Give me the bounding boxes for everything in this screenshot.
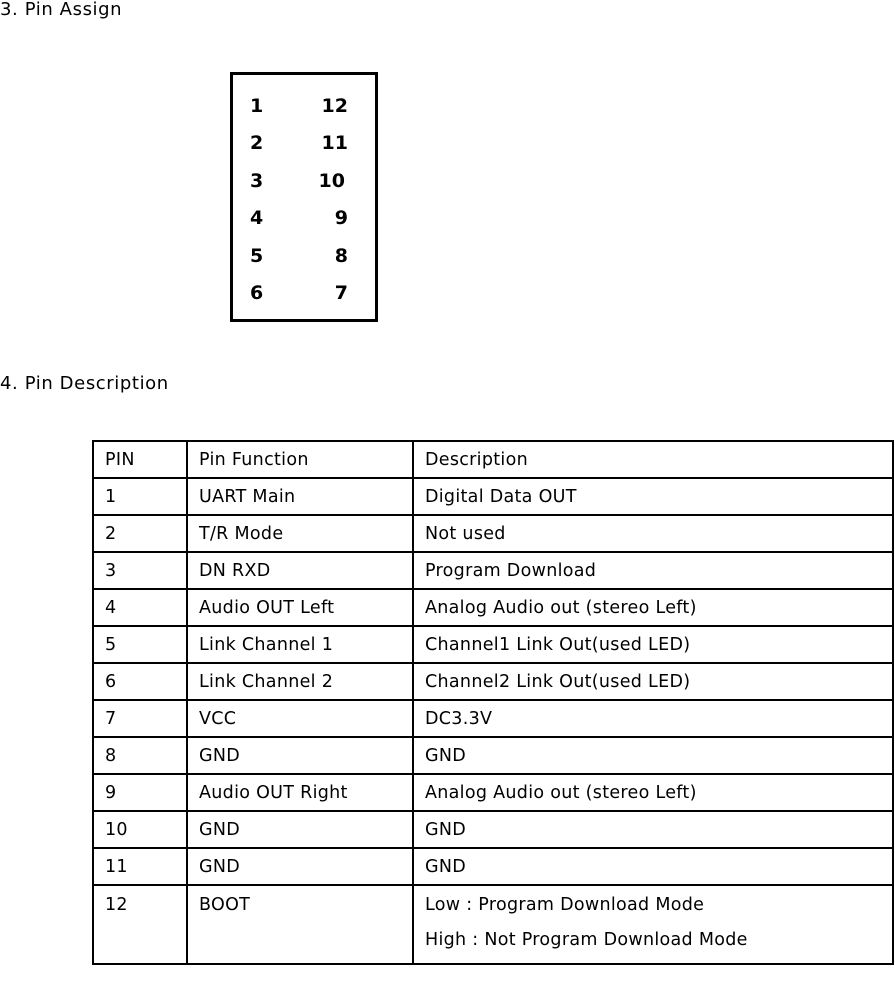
cell-function: UART Main (187, 478, 413, 515)
table-row (93, 552, 893, 589)
connector-row (233, 94, 375, 118)
cell-description: Channel1 Link Out(used LED) (413, 626, 893, 663)
cell-pin: 7 (93, 700, 187, 737)
pin-number-left: 5 (250, 245, 264, 267)
pin-number-left: 6 (250, 282, 264, 304)
pin-number-right: 9 (334, 207, 348, 229)
table-row (93, 626, 893, 663)
table-row (93, 774, 893, 811)
pin-number-left: 4 (250, 207, 264, 229)
pin-number-right: 7 (334, 282, 348, 304)
cell-description: Analog Audio out (stereo Left) (413, 774, 893, 811)
pin-number-right: 11 (321, 132, 348, 154)
connector-row (233, 206, 375, 230)
cell-function: Audio OUT Right (187, 774, 413, 811)
cell-function: Link Channel 2 (187, 663, 413, 700)
cell-function: GND (187, 848, 413, 885)
cell-pin: 5 (93, 626, 187, 663)
pin-description-heading: 4. Pin Description (0, 373, 169, 394)
table-row (93, 848, 893, 885)
table-row (93, 700, 893, 737)
pin-number-left: 3 (250, 170, 264, 192)
table-row (93, 663, 893, 700)
cell-pin: 1 (93, 478, 187, 515)
cell-description: Program Download (413, 552, 893, 589)
cell-description: Not used (413, 515, 893, 552)
cell-pin: 11 (93, 848, 187, 885)
pin-number-right: 12 (321, 95, 348, 117)
cell-pin-text: 12 (105, 895, 128, 915)
cell-pin: 4 (93, 589, 187, 626)
pin-number-left: 2 (250, 132, 264, 154)
table-row (93, 885, 893, 964)
connector-pin-diagram (230, 72, 378, 322)
pin-number-right: 8 (334, 245, 348, 267)
cell-function: Link Channel 1 (187, 626, 413, 663)
cell-description: GND (413, 848, 893, 885)
cell-description: DC3.3V (413, 700, 893, 737)
pin-number-left: 1 (250, 95, 264, 117)
description-line-high: High : Not Program Download Mode (425, 930, 748, 950)
table-row (93, 737, 893, 774)
connector-row (233, 281, 375, 305)
cell-description: Digital Data OUT (413, 478, 893, 515)
cell-pin: 10 (93, 811, 187, 848)
cell-description: GND (413, 811, 893, 848)
header-description: Description (413, 441, 893, 478)
header-pin: PIN (93, 441, 187, 478)
cell-function: GND (187, 811, 413, 848)
cell-function: VCC (187, 700, 413, 737)
description-line-low: Low : Program Download Mode (425, 895, 705, 915)
connector-row (233, 244, 375, 268)
table-row (93, 515, 893, 552)
cell-description: GND (413, 737, 893, 774)
table-row (93, 589, 893, 626)
cell-pin: 2 (93, 515, 187, 552)
cell-pin: 8 (93, 737, 187, 774)
pin-number-right: 10 (318, 170, 345, 192)
connector-row (233, 169, 375, 193)
cell-description: Channel2 Link Out(used LED) (413, 663, 893, 700)
pin-description-table (92, 440, 894, 965)
cell-function: T/R Mode (187, 515, 413, 552)
cell-function (187, 885, 413, 964)
table-row (93, 478, 893, 515)
cell-function: Audio OUT Left (187, 589, 413, 626)
cell-pin (93, 885, 187, 964)
table-row (93, 811, 893, 848)
cell-function: DN RXD (187, 552, 413, 589)
table-header-row (93, 441, 893, 478)
cell-description (413, 885, 893, 964)
pin-assign-heading: 3. Pin Assign (0, 0, 123, 20)
cell-pin: 3 (93, 552, 187, 589)
cell-pin: 9 (93, 774, 187, 811)
cell-function-text: BOOT (199, 895, 251, 915)
cell-description: Analog Audio out (stereo Left) (413, 589, 893, 626)
connector-row (233, 131, 375, 155)
cell-function: GND (187, 737, 413, 774)
header-function: Pin Function (187, 441, 413, 478)
cell-pin: 6 (93, 663, 187, 700)
